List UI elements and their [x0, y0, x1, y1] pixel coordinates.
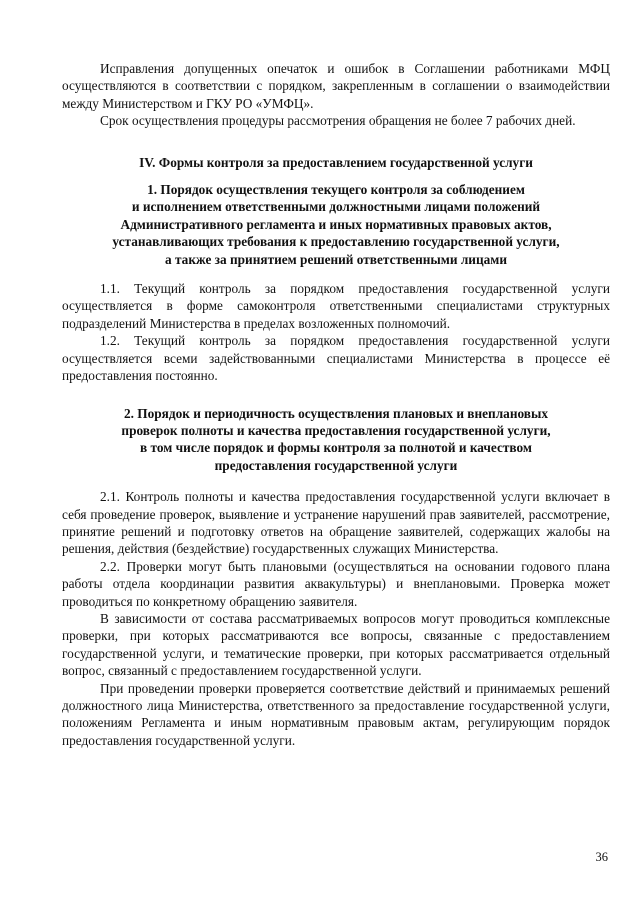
paragraph-deadline: Срок осуществления процедуры рассмотрения обращения не более 7 рабочих дней.	[100, 113, 576, 129]
subsection-1-title-line: и исполнением ответственными должностными лицами положений	[131, 199, 541, 215]
paragraph-2-2: 2.2. Проверки могут быть плановыми (осуществляться на основании годового плана работы отдела координации развития аквакультуры) и внеплановыми. Проверка может проводиться по конкретному обращению заявителя.	[62, 558, 610, 609]
paragraph-1-2: 1.2. Текущий контроль за порядком предоставления государственной услуги осуществляется всеми задействованными специалистами Министерства в процессе её предоставления постоянно.	[62, 333, 610, 384]
page-number: 36	[595, 850, 608, 864]
subsection-1-title-line: Административного регламента и иных нормативных правовых актов,	[120, 216, 552, 232]
subsection-2-title-line: в том числе порядок и формы контроля за полнотой и качеством	[140, 440, 532, 456]
subsection-2-title-line: предоставления государственной услуги	[214, 457, 458, 473]
section-title: IV. Формы контроля за предоставлением государственной услуги	[139, 154, 533, 170]
subsection-1-title-line: устанавливающих требования к предоставлению государственной услуги,	[112, 234, 560, 250]
subsection-2-title	[62, 405, 610, 475]
paragraph-1-1: 1.1. Текущий контроль за порядком предоставления государственной услуги осуществляется в форме самоконтроля ответственными специалистами структурных подразделений Министерства в пределах возложенных полномочий.	[62, 281, 610, 331]
paragraph-check-compliance: При проведении проверки проверяется соответствие действий и принимаемых решений должностного лица Министерства, ответственного за предоставление государственной услуги, положениям Регламента и иным нормативным правовым актам, регулирующим порядок предоставления государственной услуги.	[62, 680, 610, 748]
paragraph-2-1: 2.1. Контроль полноты и качества предоставления государственной услуги включает в себя проведение проверок, выявление и устранение нарушений прав заявителей, рассмотрение, принятие решений и подготовку ответов на обращение заявителей, содержащих жалобы на решения, действия (бездействие) государственных служащих Министерства.	[62, 489, 610, 557]
paragraph-corrections: Исправления допущенных опечаток и ошибок в Соглашении работниками МФЦ осуществляются в соответствии с порядком, закрепленным в соглашении о взаимодействии между Министерством и ГКУ РО «УМФЦ».	[62, 61, 610, 111]
paragraph-check-types: В зависимости от состава рассматриваемых вопросов могут проводиться комплексные проверки, при которых рассматриваются все вопросы, связанные с предоставлением государственной услуги, и тематические проверки, при которых рассматривается отдельный вопрос, связанный с предоставлением государственной услуги.	[62, 610, 610, 679]
subsection-2-title-line: 2. Порядок и периодичность осуществления плановых и внеплановых	[123, 405, 549, 421]
subsection-1-title	[62, 181, 610, 268]
subsection-1-title-line: 1. Порядок осуществления текущего контроля за соблюдением	[147, 182, 525, 198]
page-content	[62, 60, 610, 749]
subsection-2-title-line: проверок полноты и качества предоставления государственной услуги,	[121, 422, 551, 438]
subsection-1-title-line: а также за принятием решений ответственными лицами	[165, 251, 507, 267]
